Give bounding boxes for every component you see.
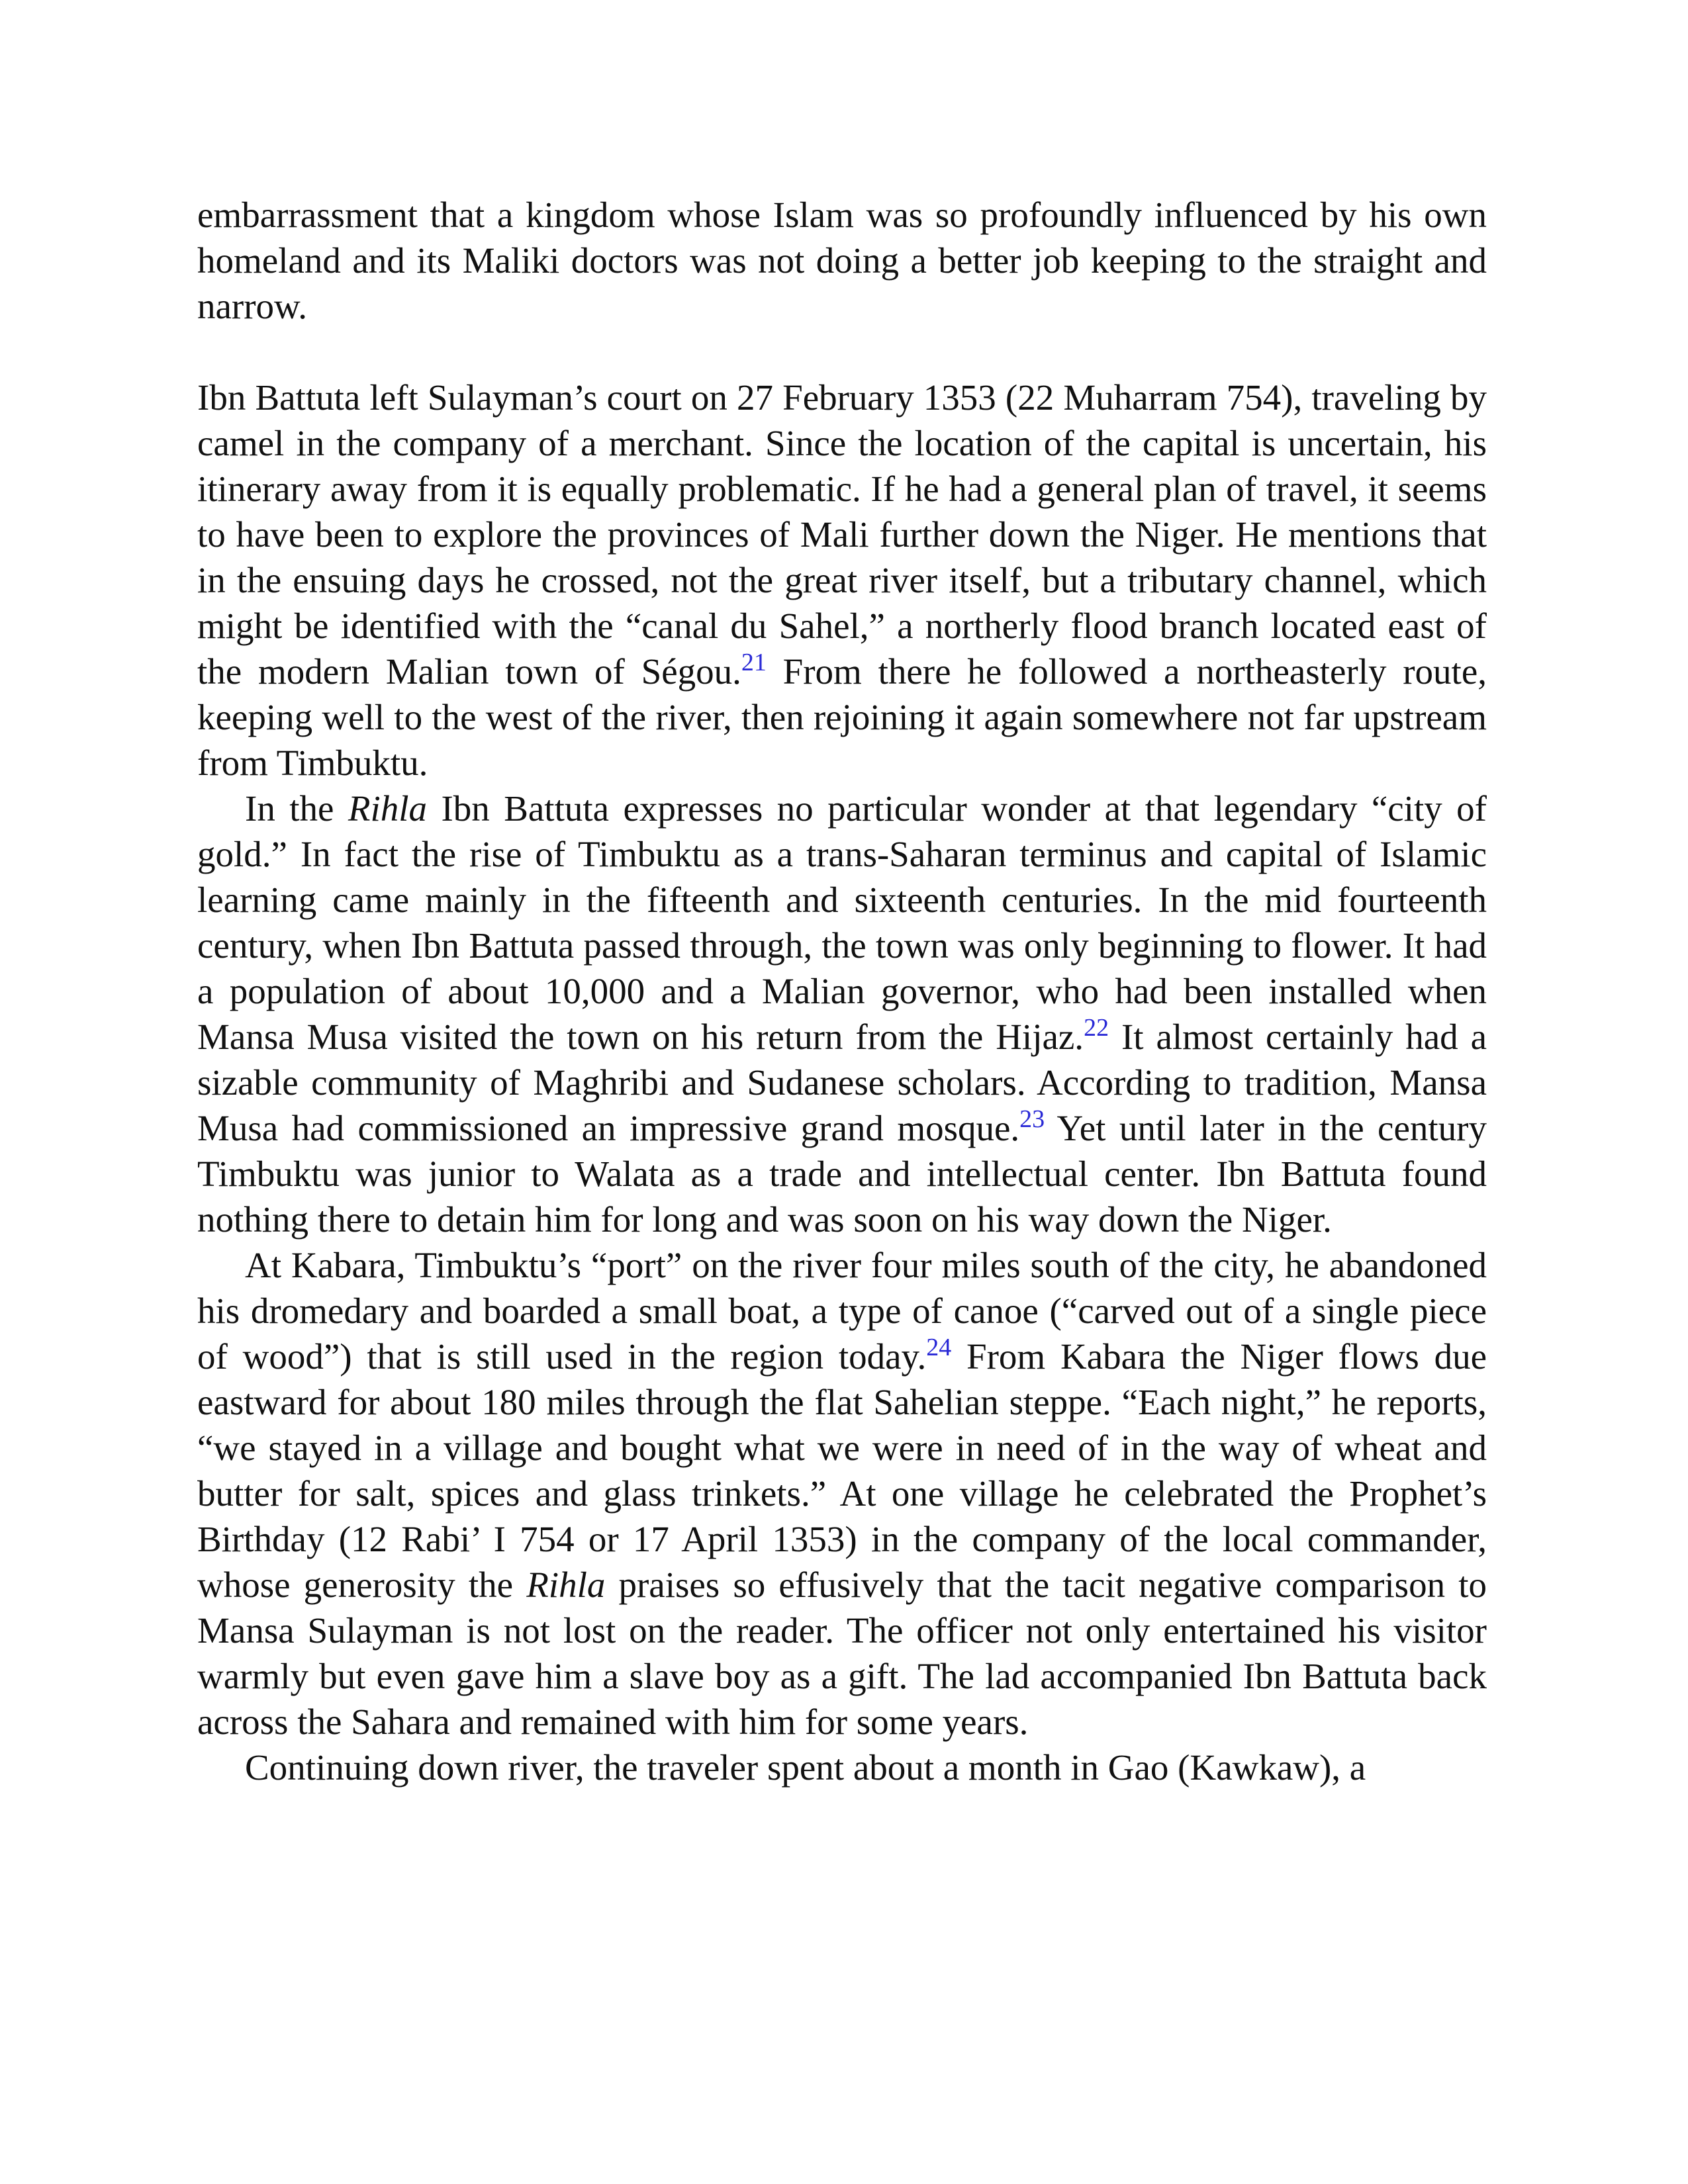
italic-title: Rihla [526,1565,606,1605]
text-run: praises so effusively that the tacit negative comparison to Mansa Sulayman is not lost on the reader. The officer not only entertained his visitor warmly but even gave him a slave boy as a gift. The lad accompanied Ibn Battuta back across the Sahara and remained with him for some years. [197,1565,1487,1742]
text-run: Continuing down river, the traveler spent about a month in Gao (Kawkaw), a [245,1747,1366,1788]
text-run: From Kabara the Niger flows due eastward for about 180 miles through the flat Sahelian steppe. “Each night,” he reports, “we stayed in a village and bought what we were in need of in the way of wheat and butter for salt, spices and glass trinkets.” At one village he celebrated the Prophet’s Birthday (12 Rabi’ I 754 or 17 April 1353) in the company of the local commander, whose generosity the [197,1336,1487,1605]
text-run: Yet until later in the century Timbuktu was junior to Walata as a trade and intellectual center. Ibn Battuta found nothing there to detain him for long and was soon on his way down the Niger. [197,1108,1487,1240]
text-run: At Kabara, Timbuktu’s “port” on the river four miles south of the city, he abandoned his dromedary and boarded a small boat, a type of canoe (“carved out of a single piece of wood”) that is still used in the region today. [197,1245,1487,1377]
text-run: It almost certainly had a sizable community of Maghribi and Sudanese scholars. According to tradition, Mansa Musa had commissioned an impressive grand mosque. [197,1017,1487,1148]
footnote-ref[interactable]: 21 [741,649,767,676]
paragraph [197,375,1487,786]
text-run: Ibn Battuta expresses no particular wonder at that legendary “city of gold.” In fact the rise of Timbuktu as a trans-Saharan terminus and capital of Islamic learning came mainly in the fifteenth and sixteenth centuries. In the mid fourteenth century, when Ibn Battuta passed through, the town was only beginning to flower. It had a population of about 10,000 and a Malian governor, who had been installed when Mansa Musa visited the town on his return from the Hijaz. [197,788,1487,1057]
paragraph-gap [197,329,1487,375]
text-run: embarrassment that a kingdom whose Islam was so profoundly influenced by his own homeland and its Maliki doctors was not doing a better job keeping to the straight and narrow. [197,195,1487,326]
paragraph [197,1242,1487,1745]
text-run: Ibn Battuta left Sulayman’s court on 27 February 1353 (22 Muharram 754), traveling by camel in the company of a merchant. Since the location of the capital is uncertain, his itinerary away from it is equally problematic. If he had a general plan of travel, it seems to have been to explore the provinces of Mali further down the Niger. He mentions that in the ensuing days he crossed, not the great river itself, but a tributary channel, which might be identified with the “canal du Sahel,” a northerly flood branch located east of the modern Malian town of Ségou. [197,377,1487,692]
paragraph [197,786,1487,1242]
italic-title: Rihla [348,788,428,829]
text-run: From there he followed a northeasterly route, keeping well to the west of the river, then rejoining it again somewhere not far upstream from Timbuktu. [197,651,1487,783]
footnote-ref[interactable]: 22 [1084,1014,1109,1042]
text-run: In the [245,788,348,829]
paragraph [197,1745,1487,1790]
page-body [197,192,1487,1790]
paragraph [197,192,1487,329]
footnote-ref[interactable]: 24 [926,1334,952,1361]
footnote-ref[interactable]: 23 [1019,1105,1045,1133]
